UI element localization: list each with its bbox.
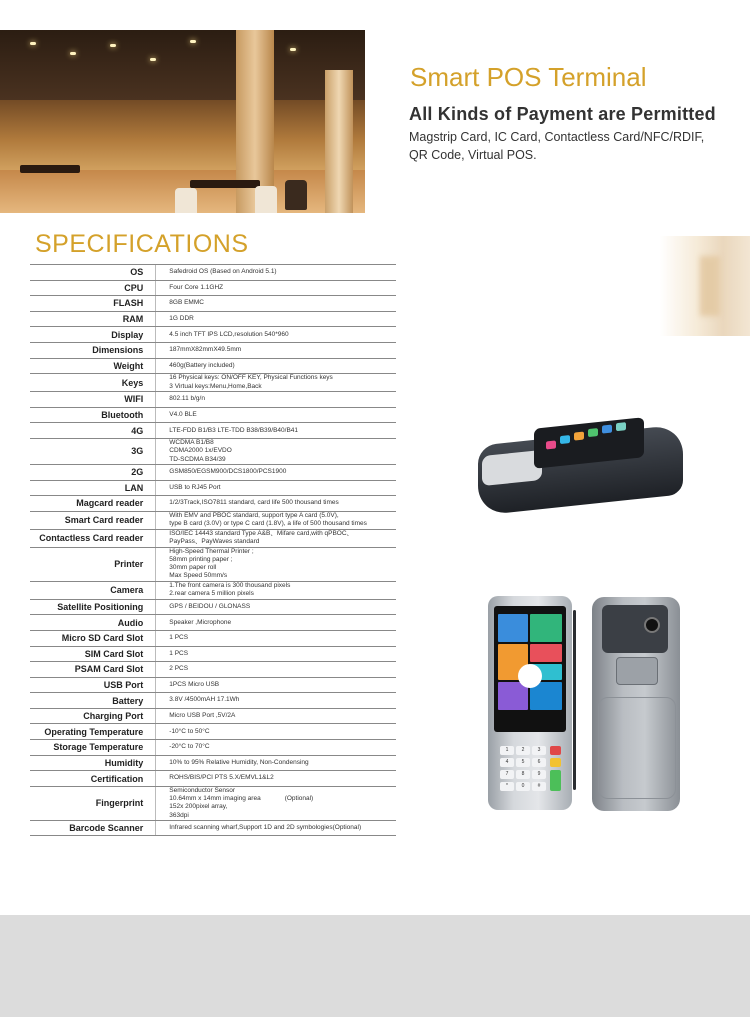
spec-value-line: 2 PCS — [169, 665, 189, 673]
cancel-key[interactable] — [550, 746, 561, 755]
keypad-key[interactable]: 4 — [500, 758, 514, 767]
spec-label: Battery — [30, 693, 156, 709]
spec-value-line: 1/2/3Track,ISO7811 standard, card life 500 thousand times — [169, 499, 339, 507]
spec-row — [30, 296, 396, 312]
back-panel — [598, 697, 676, 799]
spec-label: Bluetooth — [30, 407, 156, 423]
spec-label: Camera — [30, 581, 156, 599]
spec-value-line: GSM850/EGSM900/DCS1800/PCS1900 — [169, 468, 287, 476]
spec-value-line: Safedroid OS (Based on Android 5.1) — [169, 268, 277, 276]
spec-value-line: 187mmX82mmX49.5mm — [169, 346, 242, 354]
spec-label: Display — [30, 327, 156, 343]
spec-value-line: Infrared scanning wharf,Support 1D and 2D symbologies(Optional) — [169, 824, 362, 832]
spec-label: 4G — [30, 423, 156, 439]
spec-label: SIM Card Slot — [30, 646, 156, 662]
payment-headline: All Kinds of Payment are Permitted — [409, 104, 716, 124]
pos-terminal-back-view — [592, 597, 680, 811]
spec-label: WIFI — [30, 392, 156, 408]
keypad-key[interactable]: 1 — [500, 746, 514, 755]
spec-label: Smart Card reader — [30, 511, 156, 529]
spec-value-line: Max Speed 50mm/s — [169, 572, 228, 580]
spec-label: Satellite Positioning — [30, 599, 156, 615]
spec-value — [156, 724, 396, 740]
spec-value — [156, 581, 396, 599]
spec-value — [156, 423, 396, 439]
spec-value — [156, 646, 396, 662]
spec-label: OS — [30, 265, 156, 281]
spec-label: Operating Temperature — [30, 724, 156, 740]
description-line: Magstrip Card, IC Card, Contactless Card/NFC/RDIF, — [409, 130, 705, 144]
spec-row — [30, 547, 396, 581]
spec-value — [156, 599, 396, 615]
spec-value-line: 58mm printing paper ; — [169, 556, 233, 564]
spec-value-line: High-Speed Thermal Printer ; — [169, 547, 254, 555]
spec-label: Humidity — [30, 755, 156, 771]
chair — [285, 180, 307, 210]
stylus — [573, 610, 576, 790]
ceiling-light — [190, 40, 196, 43]
spec-value-line: type B card (3.0V) or type C card (1.8V), a life of 500 thousand times — [169, 520, 367, 528]
spec-row — [30, 358, 396, 374]
spec-value-line: TD-SCDMA B34/39 — [169, 455, 226, 463]
spec-value-line: 802.11 b/g/n — [169, 395, 205, 403]
spec-value-line: ROHS/BIS/PCI PTS 5.X/EMVL1&L2 — [169, 774, 274, 782]
spec-label: PSAM Card Slot — [30, 662, 156, 678]
specifications-table — [30, 264, 396, 836]
spec-value-line: 1PCS Micro USB — [169, 680, 220, 688]
spec-value-line: PayPass、PayWaves standard — [169, 538, 260, 546]
spec-label: Micro SD Card Slot — [30, 630, 156, 646]
spec-row — [30, 511, 396, 529]
spec-value-line: 4.5 inch TFT IPS LCD,resolution 540*960 — [169, 330, 289, 338]
spec-value-line: ISO/IEC 14443 standard Type A&B、Mifare card,with qPBOC、 — [169, 530, 354, 538]
spec-label: Barcode Scanner — [30, 820, 156, 836]
spec-label: Printer — [30, 547, 156, 581]
device-keypad — [482, 450, 542, 486]
ceiling — [0, 30, 365, 100]
spec-label: Dimensions — [30, 342, 156, 358]
spec-row — [30, 464, 396, 480]
blurred-photo — [660, 236, 750, 336]
spec-value — [156, 708, 396, 724]
table — [190, 180, 260, 188]
spec-value-line: 3 Virtual keys:Menu,Home,Back — [169, 382, 262, 390]
spec-value — [156, 480, 396, 496]
spec-value-line: With EMV and PBOC standard, support type A card (5.0V), — [169, 512, 339, 520]
spec-row — [30, 311, 396, 327]
spec-row — [30, 646, 396, 662]
spec-value — [156, 547, 396, 581]
spec-value-line: 8GB EMMC — [169, 299, 204, 307]
spec-value — [156, 496, 396, 512]
spec-value — [156, 311, 396, 327]
spec-value — [156, 392, 396, 408]
description-line: QR Code, Virtual POS. — [409, 148, 537, 162]
spec-row — [30, 438, 396, 464]
spec-row — [30, 480, 396, 496]
spec-value-line: GPS / BEIDOU / GLONASS — [169, 602, 251, 610]
spec-row — [30, 496, 396, 512]
spec-label: Audio — [30, 615, 156, 631]
spec-row — [30, 630, 396, 646]
spec-label: 3G — [30, 438, 156, 464]
spec-value-line: 1.The front camera is 300 thousand pixels — [169, 582, 291, 590]
spec-label: Magcard reader — [30, 496, 156, 512]
footer-band — [0, 915, 750, 1017]
spec-value-line: 16 Physical keys: ON/OFF KEY, Physical Functions keys — [169, 374, 333, 382]
spec-value — [156, 280, 396, 296]
pos-terminal-front-view — [488, 596, 572, 810]
spec-value-line: 1 PCS — [169, 649, 189, 657]
spec-label: Charging Port — [30, 708, 156, 724]
camera-lens — [644, 617, 660, 633]
spec-row — [30, 740, 396, 756]
spec-label: RAM — [30, 311, 156, 327]
spec-value — [156, 755, 396, 771]
enter-key[interactable] — [550, 770, 561, 791]
spec-label: Weight — [30, 358, 156, 374]
spec-value-line: WCDMA B1/B8 — [169, 439, 214, 447]
spec-value-line: 2.rear camera 5 million pixels — [169, 590, 254, 598]
spec-value-line: 363dpi — [169, 811, 189, 819]
spec-value-line: LTE-FDD B1/B3 LTE-TDD B38/B39/B40/B41 — [169, 426, 299, 434]
spec-label: LAN — [30, 480, 156, 496]
spec-row — [30, 327, 396, 343]
device-keypad — [496, 744, 564, 796]
spec-value-line — [169, 795, 396, 803]
pos-terminal-side-view — [478, 415, 683, 513]
spec-value — [156, 677, 396, 693]
specifications-heading: SPECIFICATIONS — [35, 230, 249, 258]
table — [20, 165, 80, 173]
spec-row — [30, 265, 396, 281]
product-title: Smart POS Terminal — [410, 62, 647, 92]
spec-row — [30, 724, 396, 740]
battery-latch — [616, 657, 658, 685]
spec-row — [30, 771, 396, 787]
restaurant-photo — [0, 30, 365, 213]
spec-value — [156, 407, 396, 423]
spec-row — [30, 786, 396, 820]
keypad-key[interactable]: * — [500, 782, 514, 791]
spec-value-line: 1 PCS — [169, 634, 189, 642]
spec-value-line: Speaker ,Microphone — [169, 618, 232, 626]
spec-value — [156, 327, 396, 343]
spec-value-line: USB to RJ45 Port — [169, 483, 221, 491]
ceiling-light — [150, 58, 156, 61]
spec-value — [156, 464, 396, 480]
spec-row — [30, 615, 396, 631]
spec-value — [156, 771, 396, 787]
spec-row — [30, 407, 396, 423]
keypad-key[interactable]: 6 — [532, 758, 546, 767]
spec-row — [30, 529, 396, 547]
spec-label: USB Port — [30, 677, 156, 693]
device-screen — [494, 606, 566, 732]
spec-value — [156, 786, 396, 820]
keypad-key[interactable]: # — [532, 782, 546, 791]
keypad-key[interactable]: 3 — [532, 746, 546, 755]
spec-value — [156, 740, 396, 756]
spec-row — [30, 342, 396, 358]
spec-value — [156, 693, 396, 709]
spec-label: CPU — [30, 280, 156, 296]
spec-value — [156, 438, 396, 464]
keypad-key[interactable]: 0 — [516, 782, 530, 791]
keypad-key[interactable]: 8 — [516, 770, 530, 779]
spec-value — [156, 296, 396, 312]
spec-value — [156, 615, 396, 631]
spec-value — [156, 630, 396, 646]
chair — [175, 188, 197, 213]
ceiling-light — [30, 42, 36, 45]
spec-row — [30, 374, 396, 392]
spec-value-line: Semiconductor Sensor — [169, 786, 236, 794]
optional-note: (Optional) — [284, 795, 314, 803]
spec-row — [30, 708, 396, 724]
spec-label: 2G — [30, 464, 156, 480]
spec-value — [156, 511, 396, 529]
spec-value — [156, 374, 396, 392]
spec-value — [156, 662, 396, 678]
spec-label: Fingerprint — [30, 786, 156, 820]
spec-value-line: -20°C to 70°C — [169, 743, 210, 751]
spec-value-line: 10% to 95% Relative Humidity, Non-Condensing — [169, 758, 309, 766]
spec-label: Storage Temperature — [30, 740, 156, 756]
spec-row — [30, 693, 396, 709]
spec-value — [156, 529, 396, 547]
spec-label: Keys — [30, 374, 156, 392]
spec-value-text: 10.64mm x 14mm imaging area — [169, 795, 261, 803]
spec-row — [30, 755, 396, 771]
spec-value — [156, 342, 396, 358]
spec-value — [156, 820, 396, 836]
spec-value-line: V4.0 BLE — [169, 410, 197, 418]
keypad-key[interactable]: 7 — [500, 770, 514, 779]
spec-value — [156, 358, 396, 374]
payment-description — [409, 128, 729, 164]
spec-label: Certification — [30, 771, 156, 787]
spec-row — [30, 662, 396, 678]
spec-row — [30, 581, 396, 599]
spec-value-line: 3.8V /4500mAH 17.1Wh — [169, 696, 240, 704]
keypad-key[interactable]: 5 — [516, 758, 530, 767]
spec-value-line: 1G DDR — [169, 314, 194, 322]
spec-label: Contactless Card reader — [30, 529, 156, 547]
pillar — [325, 70, 353, 213]
spec-value — [156, 265, 396, 281]
spec-label: FLASH — [30, 296, 156, 312]
spec-row — [30, 423, 396, 439]
spec-row — [30, 280, 396, 296]
spec-row — [30, 677, 396, 693]
spec-value-line: Micro USB Port ,5V/2A — [169, 712, 236, 720]
spec-value-line: -10°C to 50°C — [169, 727, 210, 735]
spec-row — [30, 599, 396, 615]
spec-row — [30, 820, 396, 836]
keypad-key[interactable]: 9 — [532, 770, 546, 779]
chair — [255, 186, 277, 213]
clear-key[interactable] — [550, 758, 561, 767]
spec-value-line: 152x 200pixel array, — [169, 803, 228, 811]
spec-value-line: CDMA2000 1x/EVDO — [169, 447, 232, 455]
keypad-key[interactable]: 2 — [516, 746, 530, 755]
spec-value-line: 30mm paper roll — [169, 564, 217, 572]
spec-value-line: 460g(Battery included) — [169, 361, 235, 369]
ceiling-light — [110, 44, 116, 47]
ceiling-light — [290, 48, 296, 51]
ceiling-light — [70, 52, 76, 55]
spec-row — [30, 392, 396, 408]
spec-value-line: Four Core 1.1GHZ — [169, 283, 224, 291]
